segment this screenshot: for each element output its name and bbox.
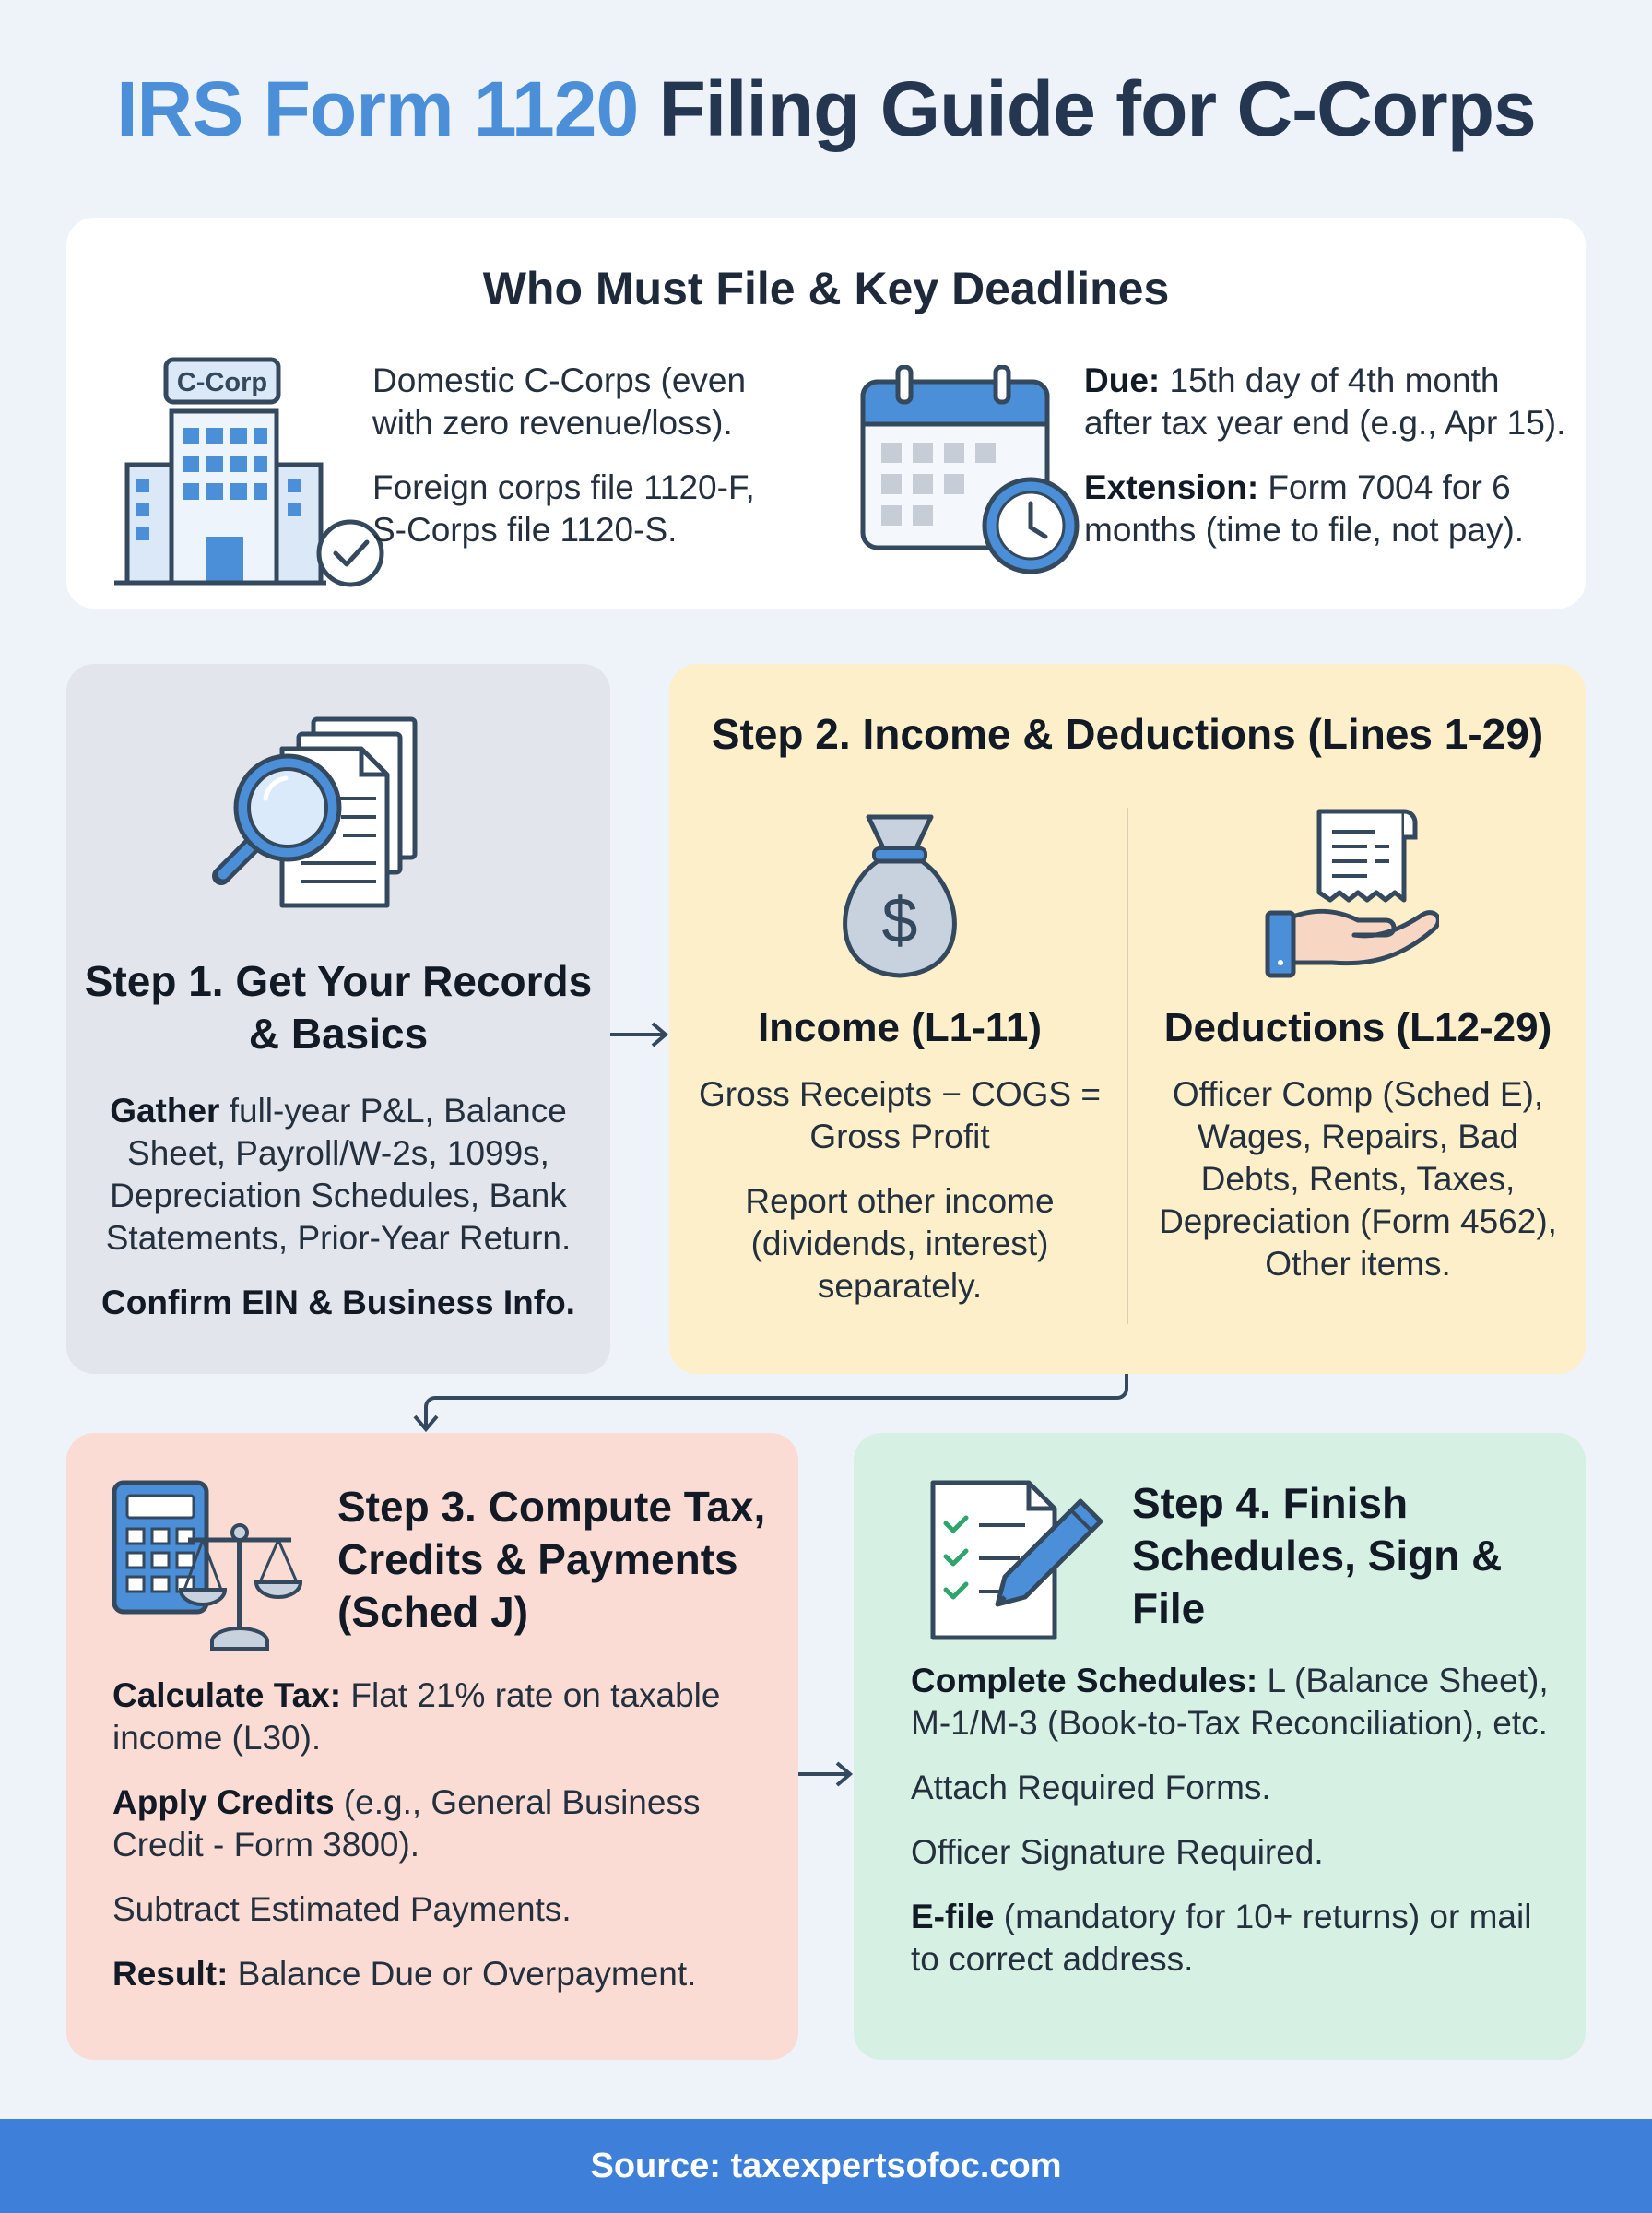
step3-result-label: Result: (112, 1955, 229, 1993)
step2-title: Step 2. Income & Deductions (Lines 1-29) (711, 710, 1544, 758)
step3-card (66, 1433, 798, 2060)
step2-card (669, 664, 1586, 1374)
step3-subtract: Subtract Estimated Payments. (112, 1890, 572, 1928)
step4-sign: Officer Signature Required. (911, 1833, 1324, 1871)
foreign-text: Foreign corps file 1120-F, S-Corps file 1120-S. (372, 468, 755, 549)
arrow-step1-to-step2 (608, 1018, 671, 1051)
domestic-text: Domestic C-Corps (even with zero revenue/loss). (372, 361, 747, 442)
svg-text:$: $ (881, 884, 918, 956)
arrow-step2-to-step3 (413, 1372, 1141, 1435)
step1-title: Step 1. Get Your Records & Basics (84, 957, 593, 1058)
income-other: Report other income (dividends, interest) separately. (745, 1182, 1055, 1305)
extension-text (1084, 467, 1573, 551)
step3-credits-detail: (e.g., General Business Credit - Form 3800). (112, 1783, 701, 1864)
step4-efile-detail: (mandatory for 10+ returns) or mail to correct address. (911, 1898, 1532, 1978)
who-heading: Who Must File & Key Deadlines (482, 263, 1170, 314)
who-must-file-card (66, 218, 1586, 609)
deductions-title: Deductions (L12-29) (1163, 1005, 1552, 1050)
step1-gather-detail: full-year P&L, Balance Sheet, Payroll/W-2s, 1099s, Depreciation Schedules, Bank Statements, Prior-Year Return. (105, 1092, 572, 1257)
footer-source: Source: taxexpertsofoc.com (0, 2119, 1652, 2213)
due-detail: 15th day of 4th month after tax year end (e.g., Apr 15). (1084, 361, 1566, 442)
who-right-text (1084, 360, 1573, 574)
deductions-text: Officer Comp (Sched E), Wages, Repairs, Bad Debts, Rents, Taxes, Depreciation (Form 4562), Other items. (1159, 1075, 1557, 1283)
step1-body (94, 1090, 583, 1346)
step1-card (66, 664, 610, 1374)
extension-label: Extension: (1084, 468, 1259, 506)
step3-title: Step 3. Compute Tax, Credits & Payments (Sched J) (337, 1483, 766, 1636)
step4-title: Step 4. Finish Schedules, Sign & File (1132, 1479, 1503, 1632)
step3-calc-detail: Flat 21% rate on taxable income (L30). (112, 1676, 721, 1757)
step4-efile (911, 1896, 1556, 1981)
step4-schedules-detail: L (Balance Sheet), M-1/M-3 (Book-to-Tax Reconciliation), etc. (911, 1662, 1549, 1742)
step4-body (911, 1660, 1556, 2003)
building-icon (114, 356, 409, 596)
document-search-icon (212, 710, 470, 931)
due-label: Due: (1084, 361, 1161, 399)
title-rest: Filing Guide for C-Corps (638, 65, 1536, 152)
c-corp-badge: C-Corp (176, 368, 268, 397)
step3-credits-label: Apply Credits (112, 1783, 335, 1821)
arrow-step3-to-step4 (796, 1757, 856, 1791)
calculator-scale-icon (111, 1479, 313, 1654)
page-title (0, 65, 1652, 154)
income-formula: Gross Receipts − COGS = Gross Profit (699, 1075, 1101, 1155)
deductions-column (1145, 1005, 1571, 1308)
step4-attach: Attach Required Forms. (911, 1769, 1271, 1806)
step1-confirm: Confirm EIN & Business Info. (101, 1284, 575, 1321)
step3-calc-label: Calculate Tax: (112, 1676, 342, 1714)
step4-schedules-label: Complete Schedules: (911, 1662, 1258, 1699)
income-title: Income (L1-11) (757, 1005, 1043, 1050)
step4-schedules (911, 1660, 1556, 1745)
step2-divider (1127, 808, 1128, 1324)
income-column (697, 1005, 1103, 1330)
step3-calc (112, 1675, 776, 1759)
step4-card (854, 1433, 1586, 2060)
checklist-pen-icon (927, 1477, 1112, 1643)
step1-gather (94, 1090, 583, 1260)
receipt-hand-icon (1264, 806, 1439, 981)
step3-credits (112, 1781, 776, 1866)
step3-body (112, 1675, 776, 2018)
who-left-text (372, 360, 778, 574)
money-bag-icon (826, 808, 974, 983)
step3-result-detail: Balance Due or Overpayment. (228, 1955, 697, 1993)
extension-detail: Form 7004 for 6 months (time to file, not pay). (1084, 468, 1525, 549)
due-text (1084, 360, 1573, 444)
title-accent: IRS Form 1120 (116, 65, 639, 152)
step1-gather-label: Gather (110, 1092, 220, 1130)
step4-efile-label: E-file (911, 1898, 995, 1935)
step3-result (112, 1953, 776, 1995)
